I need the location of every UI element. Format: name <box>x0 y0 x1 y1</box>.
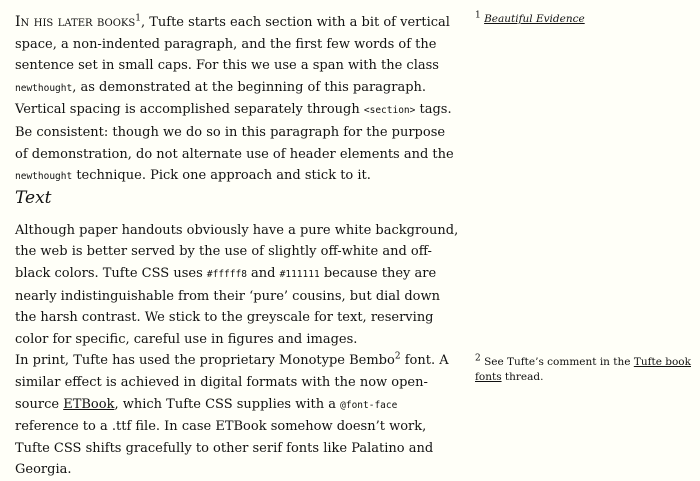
paragraph-text-colors <box>15 220 460 351</box>
sidenote-2-number: 2 <box>475 353 481 364</box>
tufte-book-fonts-link[interactable]: Tufte book fonts <box>475 356 691 383</box>
p1-text-1: , Tufte starts each section with a bit of vertical space, a non-indented paragraph, and the first few words of the sentence set in small caps. For this we use a span with the class <box>15 15 450 74</box>
newthought-smallcaps: In his later books <box>15 14 136 30</box>
p3-text-3: , which Tufte CSS supplies with a <box>114 396 341 412</box>
paragraph-fonts <box>15 350 460 481</box>
sidenote-2-text-1: See Tufte’s comment in the <box>480 356 634 368</box>
sidenote-2 <box>475 355 695 385</box>
section-heading-text: Text <box>15 187 52 208</box>
code-newthought: newthought <box>15 82 73 94</box>
p2-text-1: Although paper handouts obviously have a pure white background, the web is better served by the use of slightly off-white and off-black colors. Tufte CSS uses <box>15 222 459 281</box>
main-column <box>15 12 460 481</box>
sidenote-2-text-2: thread. <box>501 371 544 383</box>
beautiful-evidence-link[interactable]: Beautiful Evidence <box>484 13 585 25</box>
etbook-link[interactable]: ETBook <box>63 396 115 412</box>
p3-text-2: font. A similar effect is achieved in digital formats with the now open-source <box>15 353 449 412</box>
p1-text-2: , as demonstrated at the beginning of this paragraph. Vertical spacing is accomplished separately through <box>15 79 427 118</box>
code-text-color: #111111 <box>279 268 320 280</box>
code-background-color: #fffff8 <box>206 268 247 280</box>
p3-text-4: reference to a .ttf file. In case ETBook somehow doesn’t work, Tufte CSS shifts gracefully to other serif fonts like Palatino and Georgia. <box>15 419 434 478</box>
p1-text-4: technique. Pick one approach and stick to it. <box>72 168 371 184</box>
sidenote-ref-2[interactable]: 2 <box>394 351 401 362</box>
p2-text-2: and <box>246 265 280 281</box>
sidenote-1-number: 1 <box>475 10 481 21</box>
code-font-face: @font-face <box>340 399 398 411</box>
sidenote-1 <box>475 12 695 27</box>
sidenote-ref-1[interactable]: 1 <box>135 13 141 24</box>
p1-text-3: tags. Be consistent: though we do so in this paragraph for the purpose of demonstration, do not alternate use of header elements and the <box>15 102 454 162</box>
code-section-tag: <section> <box>363 105 416 117</box>
p2-text-3: because they are nearly indistinguishable from their ‘pure’ cousins, but dial down the harsh contrast. We stick to the greyscale for text, reserving color for specific, careful use in figures and images. <box>15 265 440 347</box>
code-newthought-2: newthought <box>15 171 73 183</box>
p3-text-1: In print, Tufte has used the proprietary Monotype Bembo <box>15 353 395 369</box>
paragraph-newthought <box>15 12 460 188</box>
